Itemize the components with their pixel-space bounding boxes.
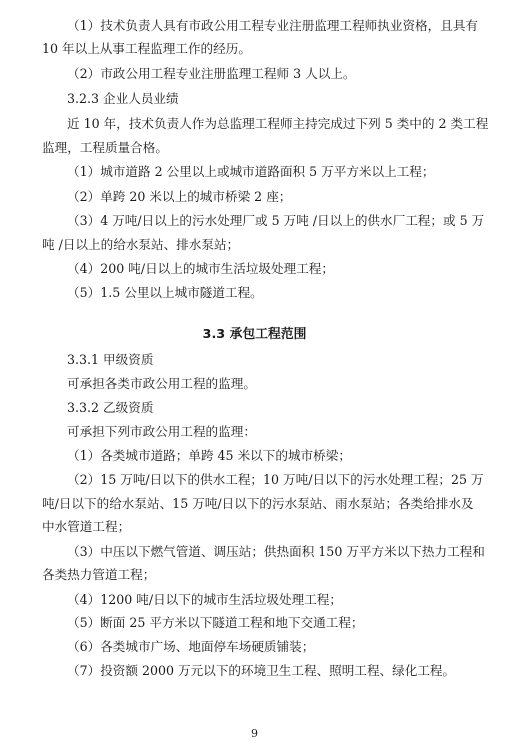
text-line: 吨/日以下的给水泵站、15 万吨/日以下的污水泵站、雨水泵站；各类给排水及: [42, 496, 474, 511]
section-heading-3-2-3: 3.2.3 企业人员业绩: [67, 91, 179, 106]
list-item: （3）中压以下燃气管道、调压站；供热面积 150 万平方米以下热力工程和: [67, 544, 485, 559]
list-item: （1）城市道路 2 公里以上或城市道路面积 5 万平方米以上工程；: [67, 164, 435, 179]
list-item: （1）各类城市道路；单跨 45 米以下的城市桥梁；: [67, 448, 351, 463]
section-heading-3-3-2: 3.3.2 乙级资质: [67, 400, 154, 415]
list-item: （3）4 万吨/日以上的污水处理厂或 5 万吨 /日以上的供水厂工程；或 5 万: [67, 213, 485, 228]
list-item: （2）单跨 20 米以上的城市桥梁 2 座；: [67, 189, 292, 204]
section-title-3-3: 3.3 承包工程范围: [202, 327, 307, 342]
list-item: （4）200 吨/日以上的城市生活垃圾处理工程；: [67, 261, 334, 276]
page-number: 9: [251, 727, 258, 740]
list-item: （5）1.5 公里以上城市隧道工程。: [67, 285, 263, 300]
text-line: 中水管道工程；: [42, 519, 131, 534]
text-line: 各类热力管道工程；: [42, 567, 156, 582]
text-line: 监理，工程质量合格。: [42, 140, 168, 155]
text-line: （1）技术负责人具有市政公用工程专业注册监理工程师执业资格，且具有: [67, 18, 479, 33]
section-heading-3-3-1: 3.3.1 甲级资质: [67, 352, 154, 367]
text-line: 吨 /日以上的给水泵站、排水泵站；: [42, 237, 240, 252]
text-line: （2）市政公用工程专业注册监理工程师 3 人以上。: [67, 66, 356, 81]
text-line: 可承担各类市政公用工程的监理。: [67, 376, 256, 391]
list-item: （2）15 万吨/日以下的供水工程；10 万吨/日以下的污水处理工程；25 万: [67, 472, 484, 487]
list-item: （5）断面 25 平方米以下隧道工程和地下交通工程；: [67, 615, 364, 630]
text-line: 近 10 年，技术负责人作为总监理工程师主持完成过下列 5 类中的 2 类工程: [67, 116, 489, 131]
text-line: 10 年以上从事工程监理工作的经历。: [42, 41, 251, 56]
list-item: （4）1200 吨/日以下的城市生活垃圾处理工程；: [67, 592, 342, 607]
list-item: （6）各类城市广场、地面停车场硬质铺装；: [67, 639, 315, 654]
text-line: 可承担下列市政公用工程的监理：: [67, 424, 256, 439]
list-item: （7）投资额 2000 万元以下的环境卫生工程、照明工程、绿化工程。: [67, 663, 456, 678]
